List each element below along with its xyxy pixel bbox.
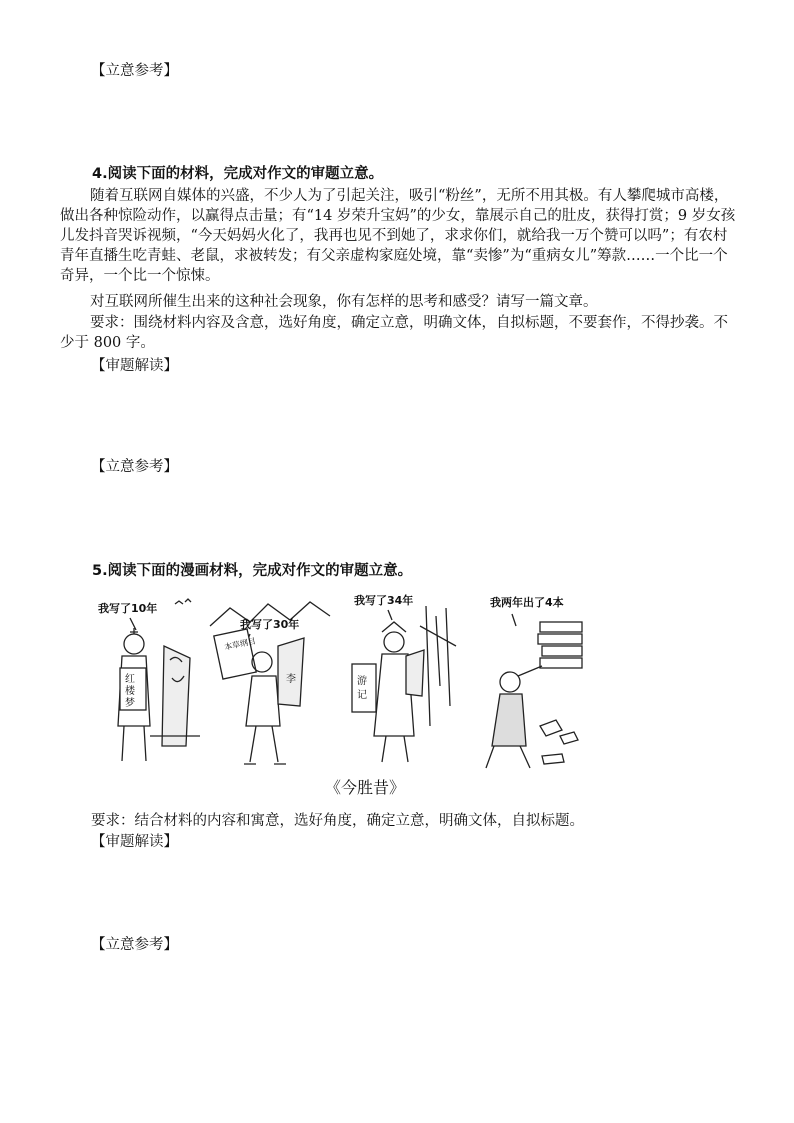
reference-heading-1: 【立意参考】 bbox=[91, 63, 178, 79]
analysis-heading-5: 【审题解读】 bbox=[91, 834, 178, 850]
question-4-material: 随着互联网自媒体的兴盛，不少人为了引起关注，吸引“粉丝”，无所不用其极。有人攀爬城市高楼，做出各种惊险动作，以赢得点击量；有“14 岁荣升宝妈”的少女，靠展示自己的肚皮，获得打赏；9 岁女孩儿发抖音哭诉视频，“今天妈妈火化了，我再也见不到她了，求求你们，就给我一万个赞可以吗”；有农村青年直播生吃青蛙、老鼠，求被转发；有父亲虚构家庭处境，靠“卖惨”为“重病女儿”筹款……一个比一个奇异，一个比一个惊悚。 bbox=[60, 188, 736, 284]
bag-label: 李 bbox=[286, 674, 296, 685]
analysis-heading-4: 【审题解读】 bbox=[91, 358, 178, 374]
comic-panel-3 bbox=[352, 593, 456, 762]
book-1-char-3: 梦 bbox=[125, 698, 135, 709]
reference-heading-4: 【立意参考】 bbox=[91, 459, 178, 475]
comic-panel-4 bbox=[486, 595, 582, 768]
question-4-requirement: 要求：围绕材料内容及含意，选好角度，确定立意，明确文体，自拟标题，不要套作，不得抄袭。不少于 800 字。 bbox=[60, 315, 728, 351]
comic-caption: 《今胜昔》 bbox=[325, 778, 406, 797]
bubble-2: 我写了30年 bbox=[240, 618, 300, 631]
book-3-char-1: 游 bbox=[357, 676, 367, 687]
question-4-prompt: 对互联网所催生出来的这种社会现象，你有怎样的思考和感受？请写一篇文章。 bbox=[90, 294, 598, 310]
bubble-4: 我两年出了4本 bbox=[490, 596, 564, 609]
bubble-1: 我写了10年 bbox=[98, 602, 158, 615]
reference-heading-5: 【立意参考】 bbox=[91, 937, 178, 953]
comic-panel-2 bbox=[210, 602, 330, 764]
comic-strip bbox=[90, 586, 610, 776]
question-5-requirement: 要求：结合材料的内容和寓意，选好角度，确定立意，明确文体，自拟标题。 bbox=[91, 813, 584, 829]
book-2-title: 本草纲目 bbox=[223, 636, 257, 652]
book-1-char-1: 红 bbox=[125, 674, 135, 685]
bubble-3: 我写了34年 bbox=[354, 594, 414, 607]
book-3-char-2: 记 bbox=[357, 690, 367, 701]
question-4-title: 4.阅读下面的材料，完成对作文的审题立意。 bbox=[92, 166, 384, 182]
book-1-char-2: 楼 bbox=[125, 686, 135, 697]
question-5-title: 5.阅读下面的漫画材料，完成对作文的审题立意。 bbox=[92, 563, 413, 579]
comic-panel-1 bbox=[98, 599, 200, 761]
